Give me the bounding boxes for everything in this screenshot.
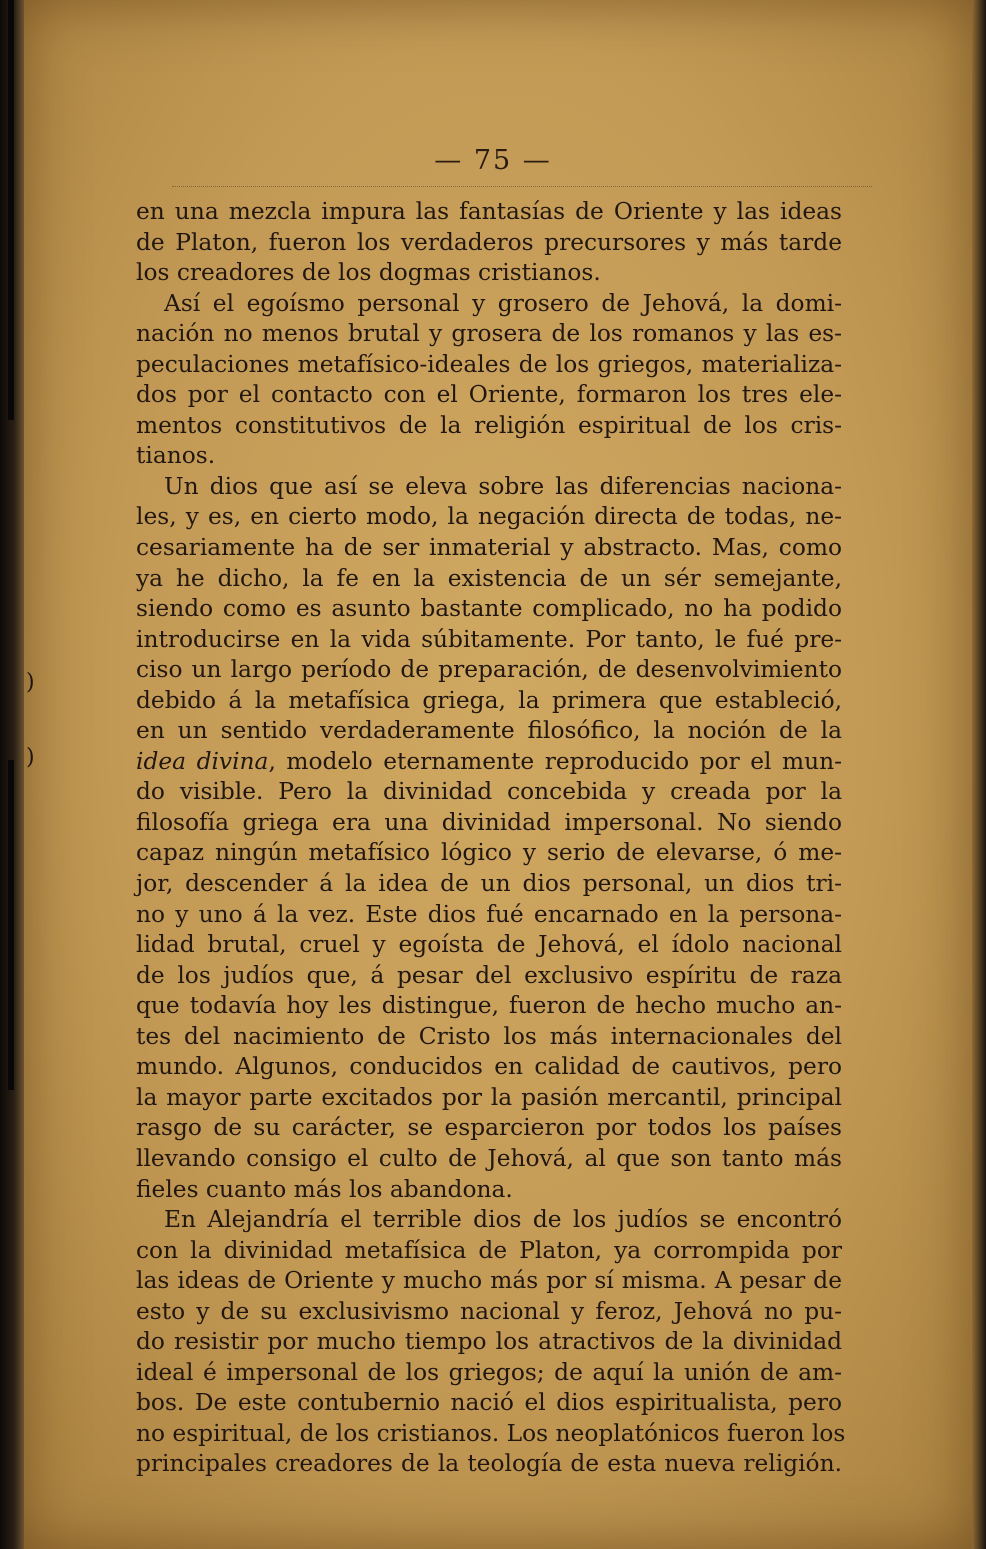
text-line: no espiritual, de los cristianos. Los neoplatónicos fueron los [136, 1419, 846, 1447]
text-line [136, 747, 842, 778]
text-line: siendo como es asunto bastante complicado, no ha podido [136, 595, 842, 623]
text-line: con la divinidad metafísica de Platon, ya corrompida por [136, 1236, 842, 1264]
text-line: les, y es, en cierto modo, la negación directa de todas, ne- [136, 503, 842, 531]
text-line: rasgo de su carácter, se esparcieron por todos los países [136, 1114, 842, 1142]
italic-phrase: idea divina [136, 747, 269, 775]
text-line: nación no menos brutal y grosera de los romanos y las es- [136, 320, 842, 348]
text-line: tes del nacimiento de Cristo los más internacionales del [136, 1022, 842, 1050]
text-line: debido á la metafísica griega, la primera que estableció, [136, 686, 842, 714]
binding-gutter [0, 0, 24, 1549]
text-line: dos por el contacto con el Oriente, formaron los tres ele- [136, 381, 842, 409]
margin-pencil-mark: ) [26, 670, 35, 695]
page-number: — 75 — [434, 145, 552, 176]
header-rule [172, 186, 872, 187]
text-line: do resistir por mucho tiempo los atractivos de la divinidad [136, 1328, 842, 1356]
text-line: jor, descender á la idea de un dios personal, un dios tri- [136, 870, 842, 898]
text-line: la mayor parte excitados por la pasión mercantil, principal [136, 1083, 842, 1111]
text-line: do visible. Pero la divinidad concebida y creada por la [136, 778, 842, 806]
text-line: filosofía griega era una divinidad impersonal. No siendo [136, 808, 842, 836]
text-line: principales creadores de la teología de esta nueva religión. [136, 1450, 842, 1478]
text-line: cesariamente ha de ser inmaterial y abstracto. Mas, como [136, 534, 842, 562]
binding-stitch [8, 0, 14, 420]
text-line: introducirse en la vida súbitamente. Por tanto, le fué pre- [136, 625, 842, 653]
text-line: que todavía hoy les distingue, fueron de hecho mucho an- [136, 992, 842, 1020]
text-line: de los judíos que, á pesar del exclusivo espíritu de raza [136, 961, 842, 989]
text-line: Un dios que así se eleva sobre las diferencias naciona- [164, 472, 842, 500]
text-line: en una mezcla impura las fantasías de Oriente y las ideas [136, 198, 842, 225]
body-text [136, 197, 846, 1480]
text-line: tianos. [136, 442, 216, 470]
text-line: las ideas de Oriente y mucho más por sí misma. A pesar de [136, 1267, 842, 1295]
page-edge [972, 0, 986, 1549]
text-line: peculaciones metafísico-ideales de los griegos, materializa- [136, 350, 842, 378]
text-line: ideal é impersonal de los griegos; de aquí la unión de am- [136, 1358, 842, 1386]
text-line: capaz ningún metafísico lógico y serio de elevarse, ó me- [136, 839, 842, 867]
text-line: los creadores de los dogmas cristianos. [136, 259, 601, 287]
text-line: fieles cuanto más los abandona. [136, 1175, 513, 1203]
text-line: en un sentido verdaderamente filosófico, la noción de la [136, 717, 842, 745]
text-line: esto y de su exclusivismo nacional y feroz, Jehová no pu- [136, 1297, 842, 1325]
text-line: mundo. Algunos, conducidos en calidad de cautivos, pero [136, 1053, 842, 1081]
text-line: mentos constitutivos de la religión espiritual de los cris- [136, 411, 842, 439]
text-line: ciso un largo período de preparación, de desenvolvimiento [136, 656, 842, 684]
text-line: no y uno á la vez. Este dios fué encarnado en la persona- [136, 900, 842, 928]
text-line: Así el egoísmo personal y grosero de Jehová, la domi- [164, 289, 842, 317]
binding-stitch [8, 760, 14, 1090]
text-line: ya he dicho, la fe en la existencia de un sér semejante, [136, 564, 842, 592]
text-line: llevando consigo el culto de Jehová, al que son tanto más [136, 1144, 842, 1172]
margin-pencil-mark: ) [26, 745, 35, 770]
text-line: bos. De este contubernio nació el dios espiritualista, pero [136, 1389, 842, 1417]
text-line: de Platon, fueron los verdaderos precursores y más tarde [136, 228, 842, 256]
text-line: lidad brutal, cruel y egoísta de Jehová, el ídolo nacional [136, 931, 842, 959]
text-line: En Alejandría el terrible dios de los judíos se encontró [164, 1206, 842, 1234]
line-text: , modelo eternamente reproducido por el mun- [268, 747, 842, 775]
